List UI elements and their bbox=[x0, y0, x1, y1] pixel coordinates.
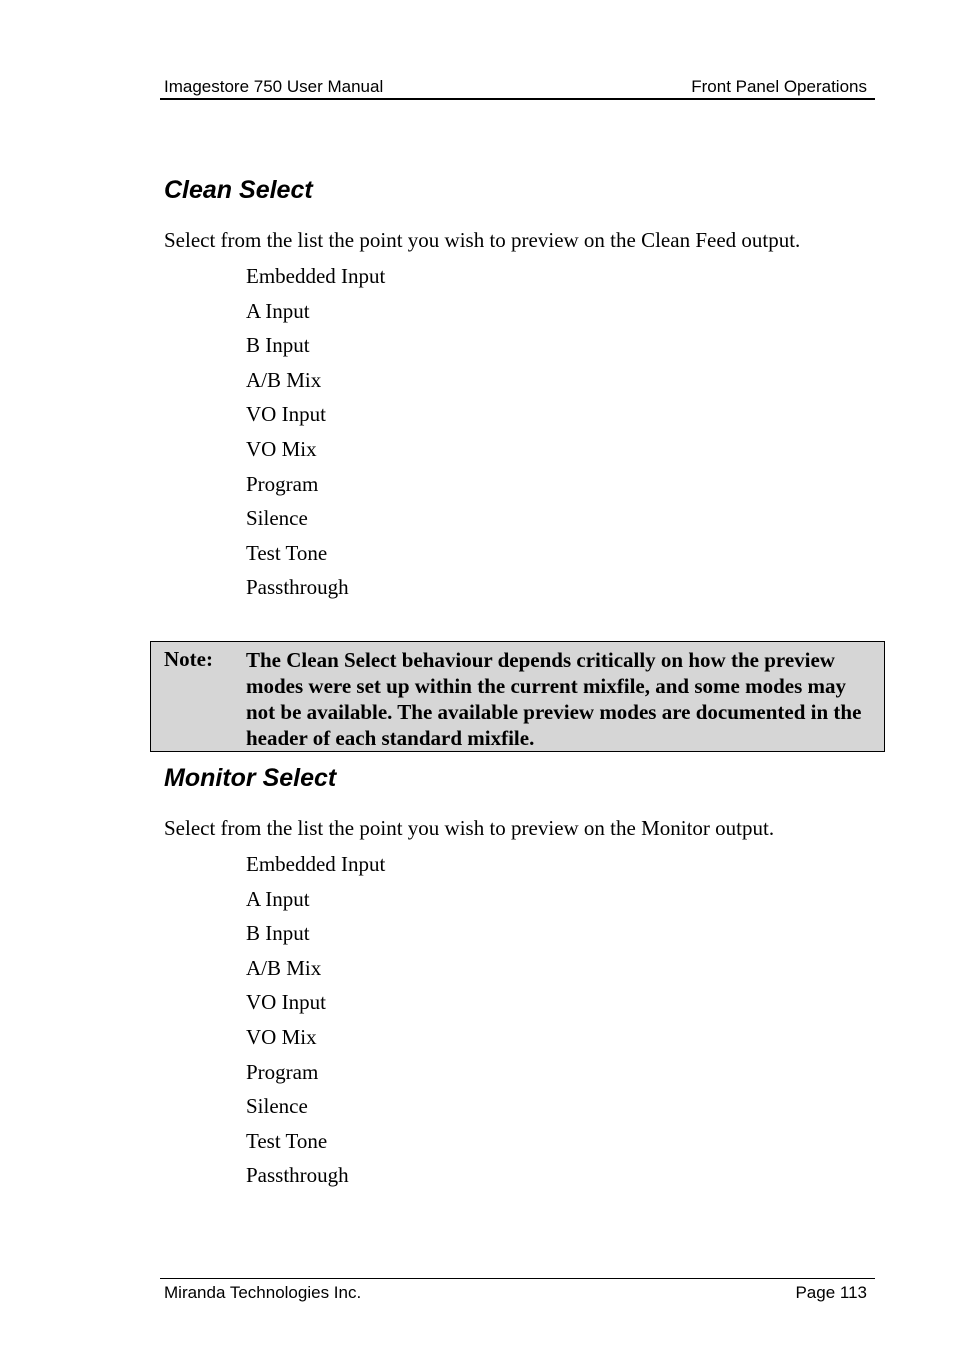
option-list-clean-select bbox=[246, 262, 385, 608]
list-item: VO Input bbox=[246, 990, 326, 1015]
list-item: A/B Mix bbox=[246, 367, 322, 392]
header-document-title: Imagestore 750 User Manual bbox=[164, 77, 384, 96]
page-header bbox=[160, 74, 875, 100]
section-heading-clean-select: Clean Select bbox=[164, 176, 313, 204]
list-item: Embedded Input bbox=[246, 852, 386, 876]
list-item: Test Tone bbox=[246, 1128, 328, 1153]
list-item: A Input bbox=[246, 886, 310, 911]
list-item: VO Mix bbox=[246, 436, 317, 461]
list-item: A/B Mix bbox=[246, 955, 322, 980]
section-intro-clean-select: Select from the list the point you wish to preview on the Clean Feed output. bbox=[164, 228, 801, 252]
section-heading-monitor-select: Monitor Select bbox=[164, 764, 337, 792]
footer-company: Miranda Technologies Inc. bbox=[164, 1283, 362, 1302]
list-item: Passthrough bbox=[246, 1163, 349, 1188]
list-item: Program bbox=[246, 471, 319, 496]
footer-page-number: Page 113 bbox=[795, 1283, 867, 1302]
list-item: Embedded Input bbox=[246, 264, 386, 288]
page-footer bbox=[160, 1278, 875, 1302]
list-item: Program bbox=[246, 1059, 319, 1084]
option-list-monitor-select bbox=[246, 850, 385, 1196]
list-item: Passthrough bbox=[246, 575, 349, 600]
note-label: Note: bbox=[164, 647, 213, 671]
list-item: B Input bbox=[246, 333, 310, 358]
list-item: Test Tone bbox=[246, 540, 328, 565]
list-item: Silence bbox=[246, 1094, 308, 1119]
list-item: B Input bbox=[246, 921, 310, 946]
list-item: VO Mix bbox=[246, 1024, 317, 1049]
section-intro-monitor-select: Select from the list the point you wish to preview on the Monitor output. bbox=[164, 816, 775, 840]
note-text: The Clean Select behaviour depends critically on how the preview modes were set up within the current mixfile, and some modes may not be available. The available preview modes are documented in the header of each standard mixfile. bbox=[246, 648, 862, 750]
header-chapter-title: Front Panel Operations bbox=[691, 77, 867, 96]
list-item: VO Input bbox=[246, 402, 326, 427]
list-item: Silence bbox=[246, 506, 308, 531]
note-box bbox=[150, 641, 885, 752]
list-item: A Input bbox=[246, 298, 310, 323]
